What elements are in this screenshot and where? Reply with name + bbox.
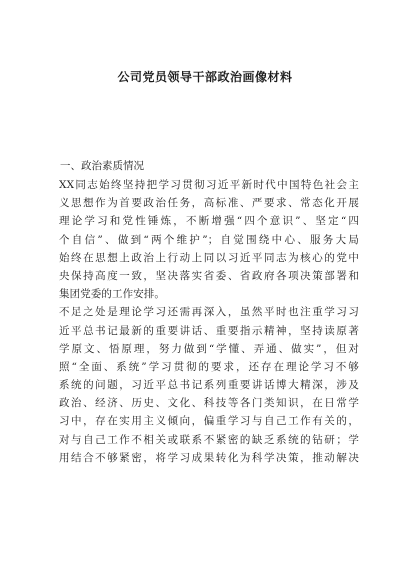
text-line: 对与自己工作不相关或联系不紧密的缺乏系统的钻研；学 [59,433,359,446]
text-line: 始终在思想上政治上行动上同以习近平同志为核心的党中 [59,251,359,264]
document-body [59,176,359,467]
text-line: 理论学习和党性锤炼，不断增强“四个意识”、坚定“四 [59,215,359,228]
text-line: 政治、经济、历史、文化、科技等各门类知识，在日常学 [59,397,359,410]
text-line: 义思想作为首要政治任务，高标准、严要求、常态化开展 [59,197,359,210]
text-line: 近平总书记最新的重要讲话、重要指示精神，坚持读原著 [59,324,359,337]
text-line: 央保持高度一致，坚决落实省委、省政府各项决策部署和 [59,269,359,282]
text-line: XX同志始终坚持把学习贯彻习近平新时代中国特色社会主 [59,179,359,191]
text-line: 个自信”、做到“两个维护”；自觉围绕中心、服务大局 [59,233,359,246]
text-line: 习中，存在实用主义倾向，偏重学习与自己工作有关的， [59,415,359,428]
text-line: 学原文、悟原理，努力做到“学懂、弄通、做实”，但对 [59,342,359,355]
section-heading: 一、政治素质情况 [60,160,144,172]
text-line: 不足之处是理论学习还需再深入，虽然平时也注重学习习 [59,306,359,319]
text-line: 用结合不够紧密，将学习成果转化为科学决策，推动解决 [59,451,359,464]
text-line: 系统的问题，习近平总书记系列重要讲话博大精深，涉及 [59,379,359,392]
text-line: 照“全面、系统”学习贯彻的要求，还存在理论学习不够 [59,360,359,373]
document-title: 公司党员领导干部政治画像材料 [117,70,293,84]
text-line: 集团党委的工作安排。 [59,288,165,301]
